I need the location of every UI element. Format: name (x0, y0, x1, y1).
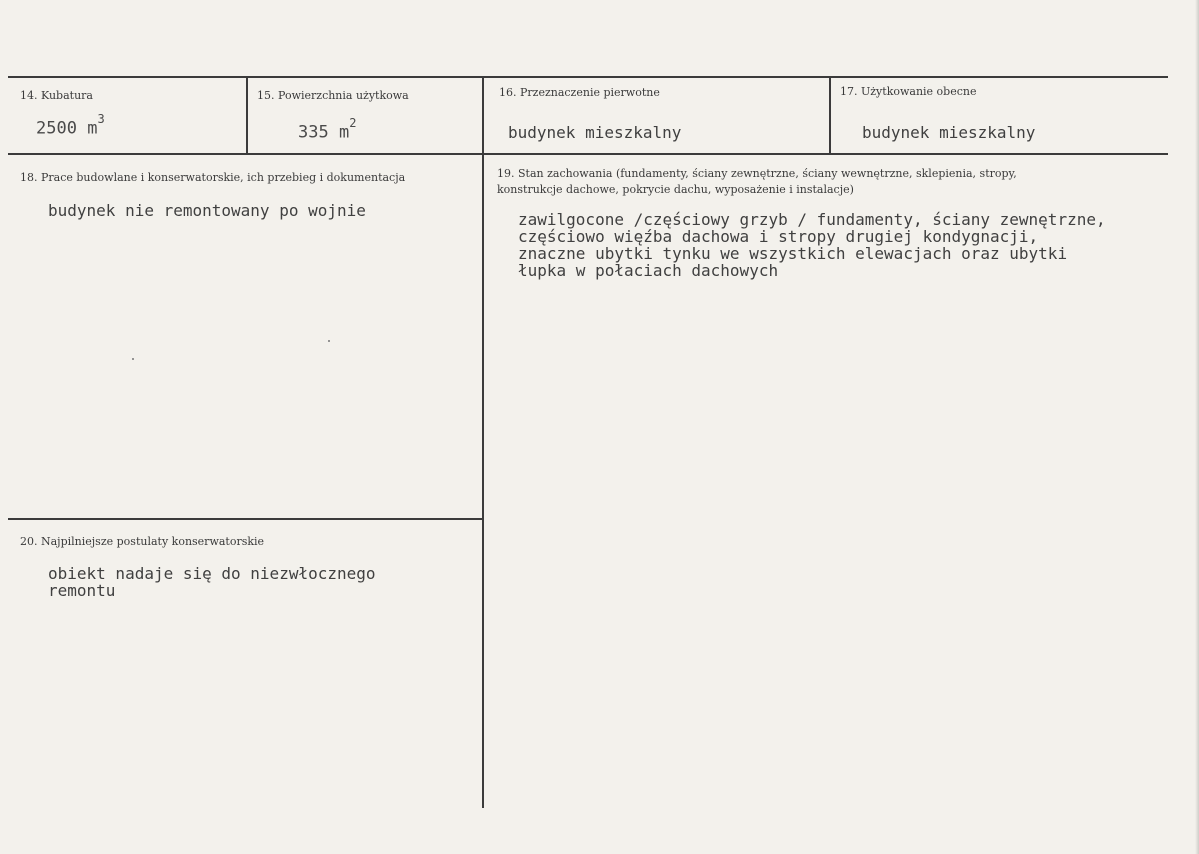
field-18-value: budynek nie remontowany po wojnie (48, 201, 366, 220)
top-rule (8, 76, 1168, 78)
field-16-label: 16. Przeznaczenie pierwotne (499, 86, 660, 99)
card-edge-shadow (1195, 0, 1199, 854)
row-rule (8, 153, 1168, 155)
divider-14-15 (246, 78, 248, 154)
field-19-line-1: zawilgocone /częściowy grzyb / fundamenty, ściany zewnętrzne, (518, 210, 1106, 229)
divider-16-17 (829, 78, 831, 154)
field-20-line-2: remontu (48, 581, 116, 600)
field-18-label: 18. Prace budowlane i konserwatorskie, ich przebieg i dokumentacja (20, 171, 406, 184)
field-19-line-4: łupka w połaciach dachowych (518, 261, 779, 280)
field-19-line-2: częściowo więźba dachowa i stropy drugiej kondygnacji, (518, 227, 1039, 246)
field-14-value: 2500 $m^3$ (36, 112, 105, 139)
field-19-label-line2: konstrukcje dachowe, pokrycie dachu, wyposażenie i instalacje) (497, 183, 854, 196)
field-15-value: 335 $m^2$ (298, 116, 357, 143)
field-19-line-3: znaczne ubytki tynku we wszystkich elewacjach oraz ubytki (518, 244, 1068, 263)
field-14-label: 14. Kubatura (20, 89, 93, 102)
field-17-label: 17. Użytkowanie obecne (840, 85, 977, 98)
field-15-label: 15. Powierzchnia użytkowa (257, 89, 409, 102)
paper-speck (328, 340, 330, 342)
field-17-value: budynek mieszkalny (862, 123, 1036, 142)
field-20-line-1: obiekt nadaje się do niezwłocznego (48, 564, 376, 583)
field-20-label: 20. Najpilniejsze postulaty konserwatorskie (20, 535, 265, 548)
paper-speck (132, 358, 134, 360)
rule-18-20 (8, 518, 484, 520)
field-19-label-line1: 19. Stan zachowania (fundamenty, ściany zewnętrzne, ściany wewnętrzne, sklepienia, stropy, (497, 167, 1017, 180)
divider-15-16 (482, 78, 484, 808)
field-16-value: budynek mieszkalny (508, 123, 682, 142)
